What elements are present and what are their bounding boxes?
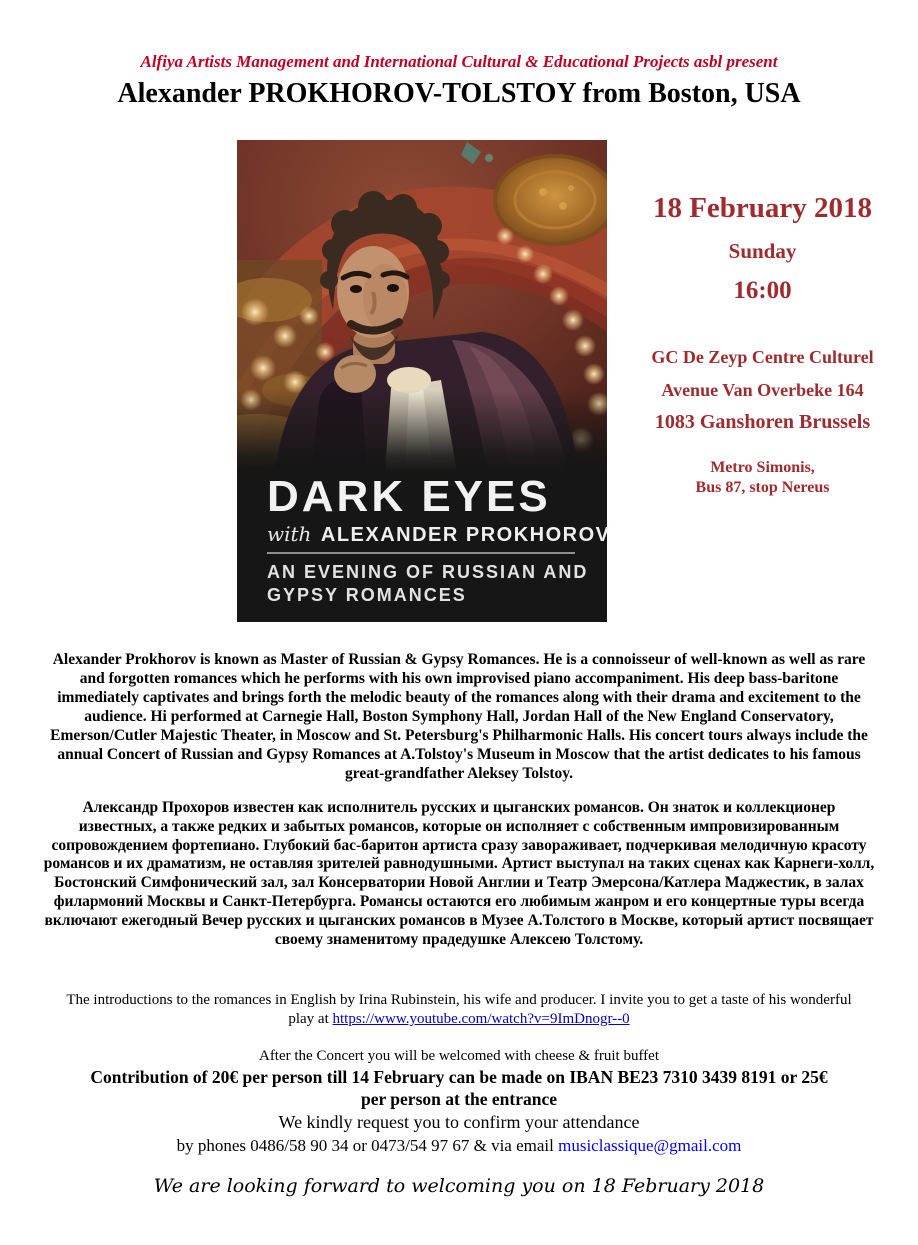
closing-line: We are looking forward to welcoming you on 18 February 2018 xyxy=(153,1175,765,1197)
event-time: 16:00 xyxy=(733,277,792,304)
transit-bus: Bus 87, stop Nereus xyxy=(695,479,830,496)
poster-subtitle-line2: GYPSY ROMANCES xyxy=(267,585,467,605)
contact-line xyxy=(44,1136,874,1156)
venue-name: GC De Zeyp Centre Culturel xyxy=(651,347,874,367)
bio-english: Alexander Prokhorov is known as Master of Russian & Gypsy Romances. He is a connoisseur of well-known as well as rare and forgotten romances which he performs with his own improvised piano accompaniment. His deep bass-baritone immediately captivates and brings forth the melodic beauty of the romances along with their drama and excitement to the audience. Hi performed at Carnegie Hall, Boston Symphony Hall, Jordan Hall of the New England Conservatory, Emerson/Cutler Majestic Theater, in Moscow and St. Petersburg's Philharmonic Halls. His concert tours always include the annual Concert of Russian and Gypsy Romances at A.Tolstoy's Museum in Moscow that the artist dedicates to his famous great-grandfather Aleksey Tolstoy. xyxy=(50,651,868,782)
buffet-line: After the Concert you will be welcomed with cheese & fruit buffet xyxy=(258,1048,659,1064)
page-title: Alexander PROKHOROV-TOLSTOY from Boston, USA xyxy=(117,78,801,109)
event-day: Sunday xyxy=(728,239,797,263)
poster-artist-row xyxy=(267,522,611,547)
concert-poster xyxy=(237,140,611,622)
intro-text: The introductions to the romances in English by Irina Rubinstein, his wife and producer. I invite you to get a taste of his wonderful play at xyxy=(66,992,852,1027)
poster-text-band xyxy=(237,470,611,622)
transit-metro: Metro Simonis, xyxy=(710,459,815,476)
intro-paragraph xyxy=(54,991,864,1029)
event-date: 18 February 2018 xyxy=(652,192,873,224)
poster-artist-name: ALEXANDER PROKHOROV xyxy=(320,524,611,546)
presenter-line: Alfiya Artists Management and International Cultural & Educational Projects asbl present xyxy=(140,52,778,71)
artist-photo xyxy=(237,140,607,472)
poster-title: DARK EYES xyxy=(267,472,551,521)
phones-text: by phones 0486/58 90 34 or 0473/54 97 67 & via email xyxy=(176,1136,559,1155)
youtube-link[interactable]: https://www.youtube.com/watch?v=9ImDnogr--0 xyxy=(332,1011,630,1027)
poster-divider xyxy=(267,552,575,554)
theater-photo-illustration xyxy=(237,140,607,472)
event-details xyxy=(607,140,918,497)
bio-russian: Александр Прохоров известен как исполнитель русских и цыганских романсов. Он знаток и коллекционер известных, а также редких и забытых романсов, которые он исполняет с собственным импровизированным сопровождением фортепиано. Глубокий бас-баритон артиста сразу завораживает, подчеркивая мелодичную красоту романсов и их драматизм, не оставляя зрителей равнодушными. Артист выступал на таких сценах как Карнеги-холл, Бостонский Симфонический зал, зал Консерватории Новой Англии и Театр Эмерсона/Катлера Маджестик, в залах филармоний Москвы и Санкт-Петербурга. Романсы остаются его любимым жанром и его концертные туры всегда включают ежегодный Вечер русских и цыганских романсов в Музее А.Толстого в Москве, который артист посвящает своему знаменитому прадедушке Алексею Толстому. xyxy=(43,799,875,948)
practical-info xyxy=(44,1048,874,1156)
poster-with-word: with xyxy=(267,522,312,546)
email-link[interactable]: musiclassique@gmail.com xyxy=(558,1136,742,1155)
venue-address: Avenue Van Overbeke 164 xyxy=(661,380,864,400)
venue-city: 1083 Ganshoren Brussels xyxy=(654,411,871,433)
poster-subtitle-line1: AN EVENING OF RUSSIAN AND xyxy=(267,562,589,582)
contribution-line: Contribution of 20€ per person till 14 February can be made on IBAN BE23 7310 3439 8191 or 25€ per person at the entrance xyxy=(90,1067,828,1109)
confirm-attendance-line: We kindly request you to confirm your attendance xyxy=(278,1112,640,1132)
